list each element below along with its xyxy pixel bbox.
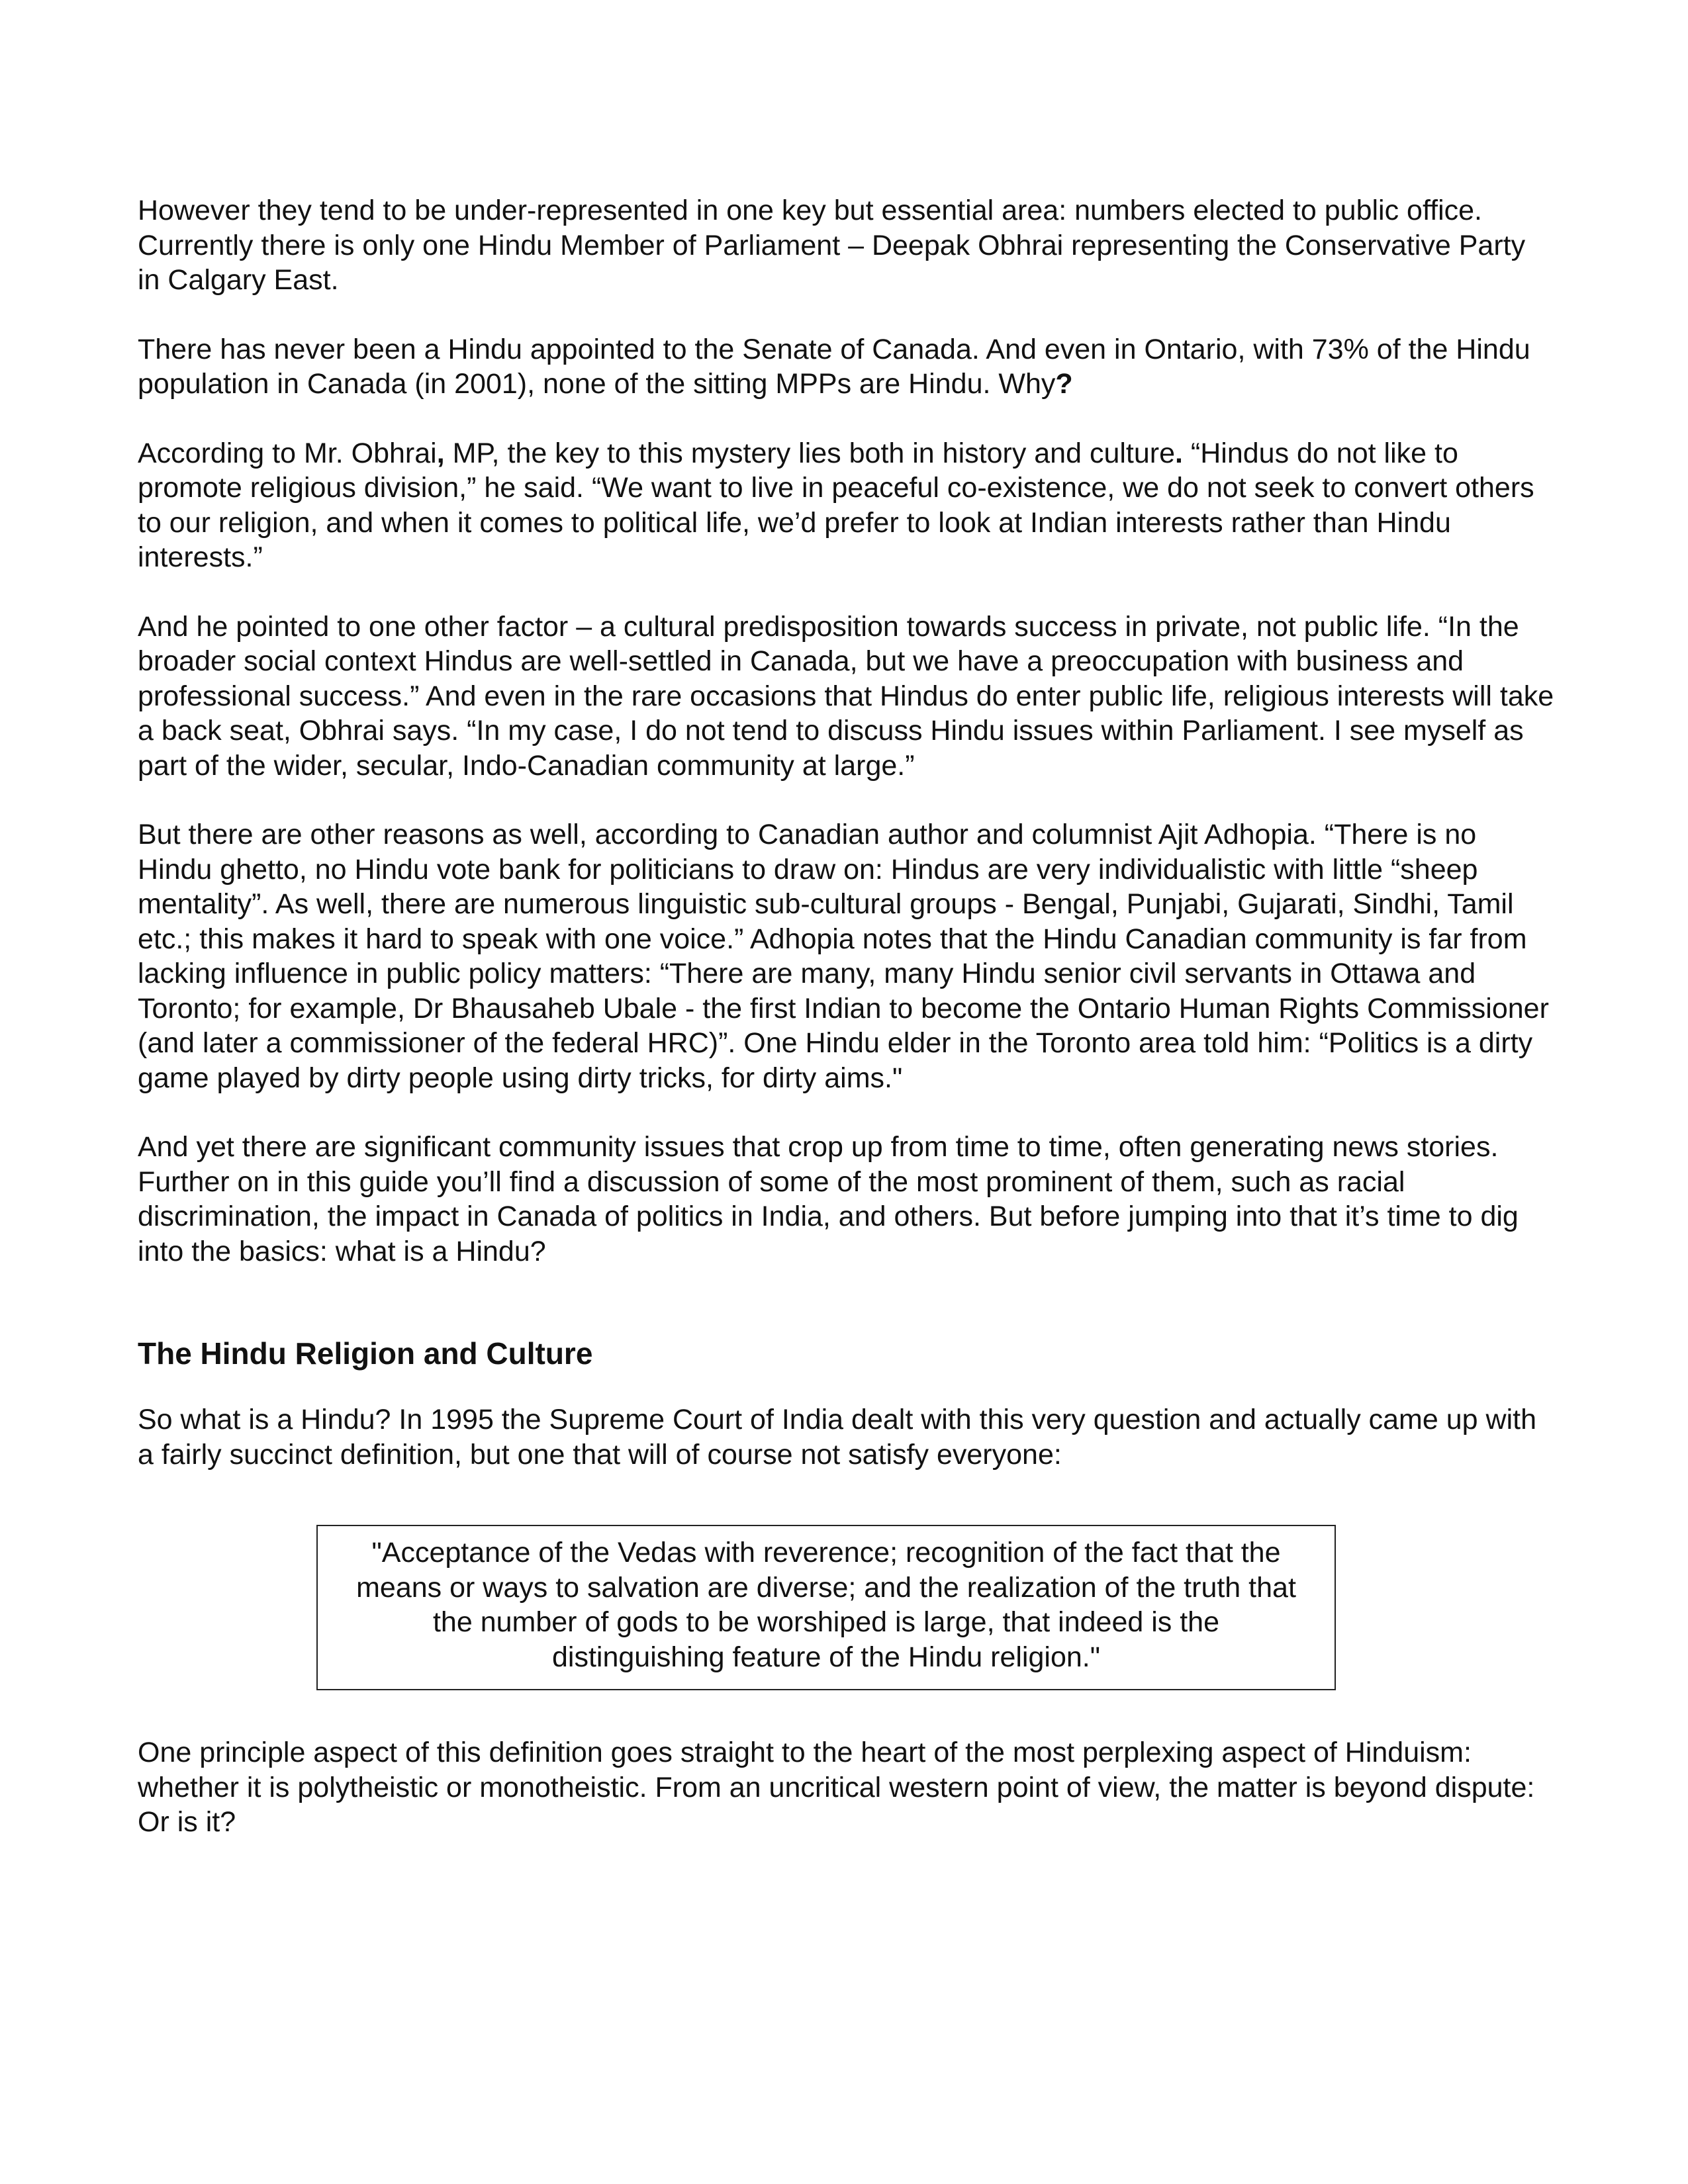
document-page (138, 193, 1554, 1840)
paragraph-supreme-court-intro: So what is a Hindu? In 1995 the Supreme Court of India dealt with this very question and actually came up with a fairly succinct definition, but one that will of course not satisfy everyone: (138, 1404, 1536, 1471)
paragraph-cultural-factor: And he pointed to one other factor – a cultural predisposition towards success in private, not public life. “In the broader social context Hindus are well-settled in Canada, but we have a preoccupation with business and professional success.” And even in the rare occasions that Hindus do enter public life, religious interests will take a back seat, Obhrai says. “In my case, I do not tend to discuss Hindu issues within Parliament. I see myself as part of the wider, secular, Indo-Canadian community at large.” (138, 610, 1554, 782)
paragraph-adhopia: But there are other reasons as well, according to Canadian author and columnist Ajit Adhopia. “There is no Hindu ghetto, no Hindu vote bank for politicians to draw on: Hindus are very individualistic with little “sheep mentality”. As well, there are numerous linguistic sub-cultural groups - Bengal, Punjabi, Gujarati, Sindhi, Tamil etc.; this makes it hard to speak with one voice.” Adhopia notes that the Hindu Canadian community is far from lacking influence in public policy matters: “There are many, many Hindu senior civil servants in Ottawa and Toronto; for example, Dr Bhausaheb Ubale - the first Indian to become the Ontario Human Rights Commissioner (and later a commissioner of the federal HRC)”. One Hindu elder in the Toronto area told him: “Politics is a dirty game played by dirty people using dirty tricks, for dirty aims." (138, 819, 1549, 1094)
paragraph-obhrai-bold-comma: , (436, 437, 445, 469)
definition-quote-box (316, 1525, 1336, 1690)
section-heading: The Hindu Religion and Culture (138, 1336, 593, 1371)
paragraph-polytheism: One principle aspect of this definition goes straight to the heart of the most perplexing aspect of Hinduism: whether it is polytheistic or monotheistic. From an uncritical western point of view, the matter is beyond dispute: Or is it? (138, 1737, 1535, 1838)
paragraph-community-issues: And yet there are significant community issues that crop up from time to time, often generating news stories. Further on in this guide you’ll find a discussion of some of the most prominent of them, such as racial discrimination, the impact in Canada of politics in India, and others. But before jumping into that it’s time to dig into the basics: what is a Hindu? (138, 1131, 1519, 1267)
paragraph-under-representation: However they tend to be under-represented in one key but essential area: numbers elected to public office. Currently there is only one Hindu Member of Parliament – Deepak Obhrai representing the Conservative Party in Calgary East. (138, 195, 1526, 296)
paragraph-senate-text: There has never been a Hindu appointed to the Senate of Canada. And even in Ontario, with 73% of the Hindu population in Canada (in 2001), none of the sitting MPPs are Hindu. Why (138, 333, 1530, 400)
paragraph-obhrai-part-a: According to Mr. Obhrai (138, 437, 437, 469)
definition-quote-text: "Acceptance of the Vedas with reverence; recognition of the fact that the means or ways to salvation are diverse; and the realization of the truth that the number of gods to be worshiped is large, that indeed is the distinguishing feature of the Hindu religion." (356, 1537, 1296, 1673)
paragraph-senate (138, 332, 1554, 402)
paragraph-obhrai-quote (138, 436, 1554, 575)
paragraph-obhrai-part-c: “Hindus do not like to promote religious division,” he said. “We want to live in peaceful co-existence, we do not seek to convert others to our religion, and when it comes to political life, we’d prefer to look at Indian interests rather than Hindu interests.” (138, 437, 1534, 573)
paragraph-senate-question-mark: ? (1055, 368, 1073, 400)
paragraph-obhrai-part-b: MP, the key to this mystery lies both in history and culture (444, 437, 1176, 469)
paragraph-obhrai-bold-period: . (1175, 437, 1183, 469)
